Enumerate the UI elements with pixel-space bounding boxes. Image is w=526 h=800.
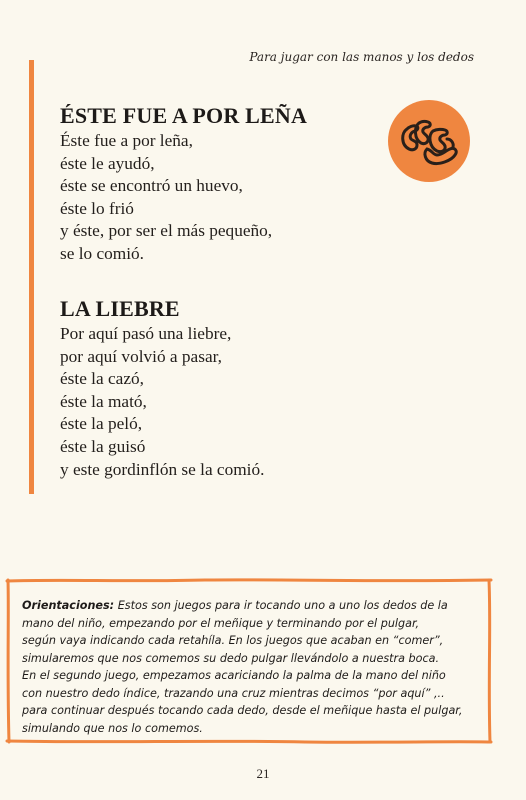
poem-line: éste la cazó,	[60, 369, 144, 389]
note-line: simulando que nos lo comemos.	[22, 721, 203, 735]
poem-line: y éste, por ser el más pequeño,	[60, 221, 273, 241]
poem-title: ÉSTE FUE A POR LEÑA	[60, 103, 308, 128]
note-line-text: Estos son juegos para ir tocando uno a uno los dedos de la	[114, 599, 448, 612]
poem-line: Por aquí pasó una liebre,	[60, 324, 232, 343]
poem-title: LA LIEBRE	[60, 296, 180, 321]
poem-line: éste la peló,	[60, 414, 143, 434]
poem-line: éste lo frió	[60, 198, 134, 218]
note-line: mano del niño, empezando por el meñique y terminando por el pulgar,	[22, 616, 420, 630]
poem-line: y este gordinflón se la comió.	[60, 459, 265, 479]
hand-fingers-icon	[387, 99, 471, 183]
accent-bar	[29, 60, 34, 494]
poem-line: se lo comió.	[60, 243, 144, 263]
note-line: con nuestro dedo índice, trazando una cruz mientras decimos “por aquí” ,..	[22, 686, 445, 700]
page-number: 21	[256, 766, 270, 781]
poem-line: éste se encontró un huevo,	[60, 176, 243, 196]
poem-line: éste la guisó	[60, 436, 146, 456]
note-line: simularemos que nos comemos su dedo pulgar llevándolo a nuestra boca.	[22, 651, 440, 665]
note-line: En el segundo juego, empezamos acariciando la palma de la mano del niño	[22, 669, 446, 682]
poem-line: Éste fue a por leña,	[60, 131, 193, 150]
orientation-note	[22, 597, 490, 737]
poem-line: por aquí volvió a pasar,	[60, 346, 222, 366]
poem-line: éste le ayudó,	[60, 153, 155, 173]
poem-la-liebre	[60, 297, 264, 481]
note-line	[22, 597, 490, 615]
note-line: para continuar después tocando cada dedo, desde el meñique hasta el pulgar,	[22, 704, 463, 717]
running-header: Para jugar con las manos y los dedos	[249, 50, 474, 64]
poem-este-fue-a-por-lena	[60, 104, 307, 266]
note-line: según vaya indicando cada retahíla. En los juegos que acaban en “comer”,	[22, 634, 444, 647]
poem-line: éste la mató,	[60, 391, 147, 411]
note-label: Orientaciones:	[22, 599, 115, 612]
